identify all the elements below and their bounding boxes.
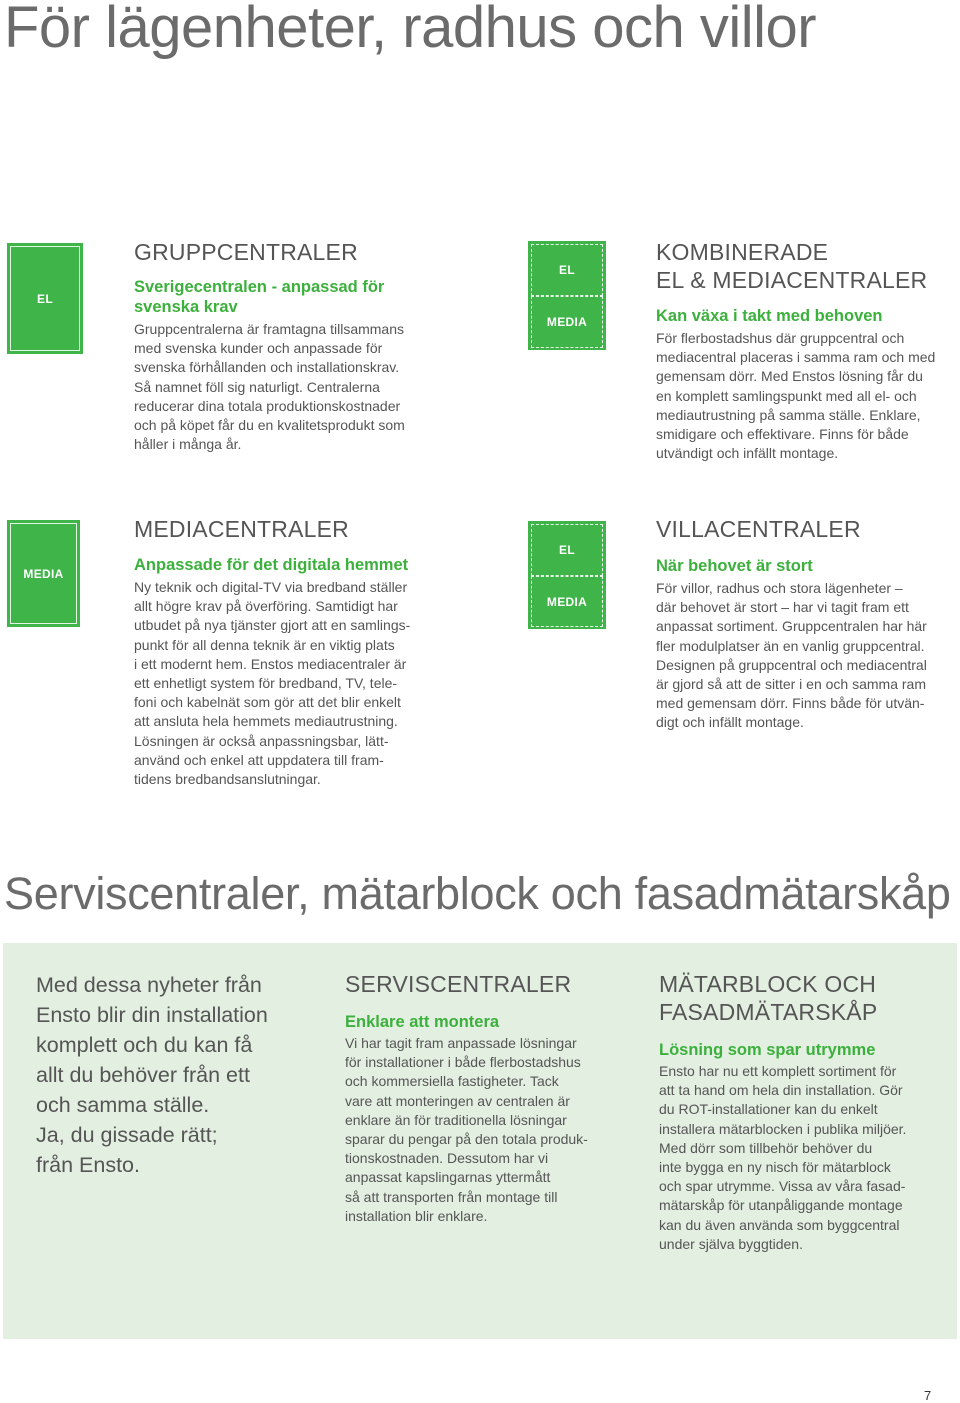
- mediacentraler-subheading: Anpassade för det digitala hemmet: [134, 556, 409, 574]
- villacentraler-heading: VILLACENTRALER: [656, 516, 861, 542]
- matarblock-section: [659, 970, 954, 1254]
- serviscentraler-body: Vi har tagit fram anpassade lösningar för installationer i både flerbostadshus och kommersiella fastigheter. Tack vare att monteringen av centralen är enklare än för traditionella lösningar sparar du pengar på den totala produk- tionskostnaden. Dessutom har vi anpassat kapslingarnas yttermått så att transporten från montage till installation blir enklare.: [345, 1035, 588, 1224]
- el-media-icon: [528, 241, 606, 350]
- villa-media-icon-cell: [531, 576, 603, 627]
- villacentraler-section: [656, 515, 956, 733]
- serviscentraler-section: [345, 970, 635, 1226]
- gruppcentraler-body: Gruppcentralerna är framtagna tillsammans med svenska kunder och anpassade för svenska förhållanden och installationskrav. Så namnet föll sig naturligt. Centralerna reducerar dina totala produktionskostnader och på köpet får du en kvalitetsprodukt som håller i många år.: [134, 321, 405, 453]
- mediacentraler-body: Ny teknik och digital-TV via bredband ställer allt högre krav på överföring. Samtidigt har utbudet på nya tjänster gjort att en samlings- punkt för all denna teknik är en viktig plats i ett modernt hem. Enstos mediacentraler är ett enhetligt system för bredband, TV, tele- foni och kabelnät som gör att det blir enkelt att ansluta hela hemmets mediautrustning. Lösningen är också anpassningsbar, lätt- använd och enkel att uppdatera till fram- tidens bredbandsanslutningar.: [134, 579, 411, 788]
- media-icon-cell: [531, 296, 603, 348]
- section-title: Serviscentraler, mätarblock och fasadmätarskåp: [4, 868, 951, 919]
- el-icon-label: EL: [37, 291, 53, 306]
- villacentraler-body: För villor, radhus och stora lägenheter – där behovet är stort – har vi tagit fram ett anpassat sortiment. Gruppcentralen har här fler modulplatser än en vanlig gruppcentral. Designen på gruppcentral och mediacentral är gjord så att de sitter i en och samma ram med gemensam dörr. Finns både för utvän- digt och infällt montage.: [656, 580, 927, 731]
- mediacentraler-heading: MEDIACENTRALER: [134, 516, 349, 542]
- media-icon: [7, 520, 80, 627]
- serviscentraler-subheading: Enklare att montera: [345, 1013, 500, 1031]
- mediacentraler-section: [134, 515, 454, 789]
- villa-el-label: EL: [559, 543, 575, 557]
- villa-el-icon-cell: [531, 524, 603, 576]
- matarblock-body: Ensto har nu ett komplett sortiment för att ta hand om hela din installation. Gör du ROT-installationer kan du enkelt installera mätarblocken i publika miljöer. Med dörr som tillbehör behöver du inte bygga en ny nisch för mätarblock och spar utrymme. Vissa av våra fasad- mätarskåp för utanpåliggande montage kan du även använda som byggcentral under själva byggtiden.: [659, 1063, 907, 1252]
- el-label: EL: [559, 263, 575, 277]
- kombinerade-body: För flerbostadshus där gruppcentral och mediacentral placeras i samma ram och med gemensam dörr. Med Enstos lösning får du en komplett samlingspunkt med all el- och mediautrustning på samma ställe. Enklare, smidigare och effektivare. Finns för både utvändigt och infällt montage.: [656, 330, 936, 462]
- kombinerade-subheading: Kan växa i takt med behoven: [656, 307, 883, 325]
- gruppcentraler-subheading: Sverigecentralen - anpassad för svenska krav: [134, 278, 385, 316]
- matarblock-heading: MÄTARBLOCK OCH FASADMÄTARSKÅP: [659, 971, 878, 1025]
- el-icon: [7, 243, 83, 354]
- gruppcentraler-heading: GRUPPCENTRALER: [134, 239, 358, 265]
- matarblock-subheading: Lösning som spar utrymme: [659, 1041, 876, 1059]
- serviscentraler-heading: SERVISCENTRALER: [345, 971, 572, 997]
- page-title: För lägenheter, radhus och villor: [4, 0, 817, 60]
- villacentraler-subheading: När behovet är stort: [656, 557, 813, 575]
- gruppcentraler-section: [134, 238, 454, 454]
- villa-el-media-icon: [528, 521, 606, 629]
- el-icon-cell: [531, 244, 603, 296]
- intro-text: Med dessa nyheter från Ensto blir din installation komplett och du kan få allt du behöver från ett och samma ställe. Ja, du gissade rätt; från Ensto.: [36, 973, 268, 1177]
- media-label: MEDIA: [546, 315, 588, 329]
- kombinerade-heading: KOMBINERADE EL & MEDIACENTRALER: [656, 239, 928, 293]
- page-number: 7: [924, 1388, 932, 1403]
- villa-media-label: MEDIA: [546, 594, 588, 609]
- kombinerade-section: [656, 238, 956, 463]
- media-icon-label: MEDIA: [23, 566, 64, 581]
